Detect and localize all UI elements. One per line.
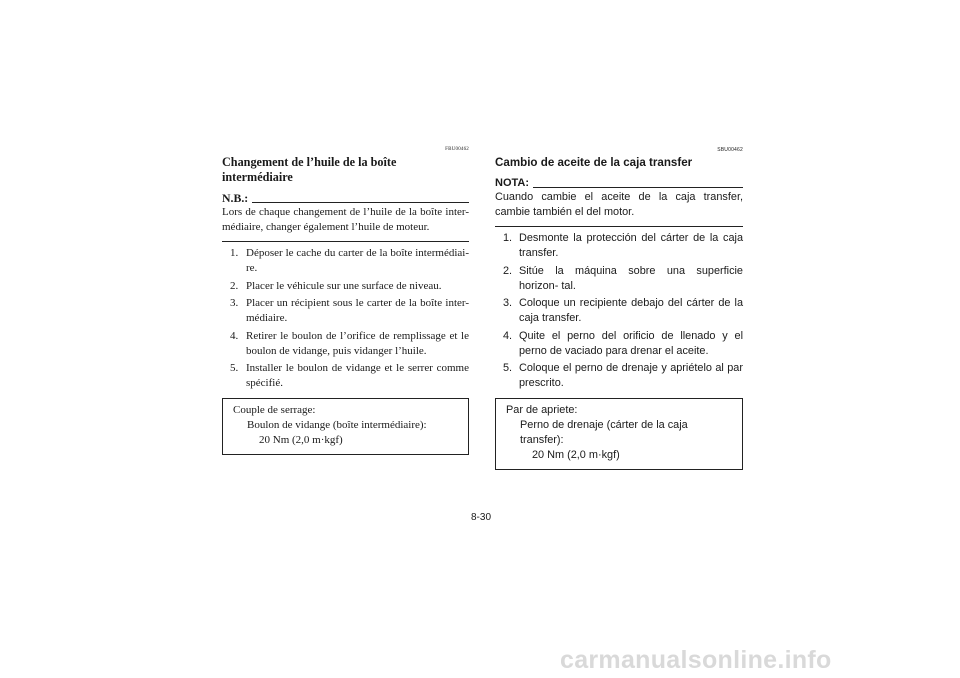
step-number: 4. <box>230 329 239 342</box>
step-text: Déposer le cache du carter de la boîte intermédiai- re. <box>246 247 469 274</box>
page-number: 8-30 <box>470 512 491 523</box>
step-number: 5. <box>230 362 239 374</box>
torque-spec-box <box>222 398 469 455</box>
list-item <box>495 361 743 391</box>
step-text: Installer le boulon de vidange et le serrer comme spécifié. <box>246 362 469 389</box>
step-text: Coloque el perno de drenaje y apriételo al par prescrito. <box>519 362 743 389</box>
spec-item: Boulon de vidange (boîte intermédiaire): <box>247 419 427 431</box>
note-underline <box>252 202 469 203</box>
step-number: 3. <box>230 297 239 309</box>
step-list <box>495 231 743 391</box>
note-underline <box>533 187 743 188</box>
list-item <box>222 361 469 391</box>
note-header <box>222 191 469 205</box>
list-item <box>495 296 743 326</box>
section-code: FBU00462 <box>445 147 469 152</box>
torque-spec-box <box>495 398 743 470</box>
section-title: Cambio de aceite de la caja transfer <box>495 156 693 169</box>
list-item <box>495 329 743 359</box>
spec-value: 20 Nm (2,0 m·kgf) <box>532 449 620 461</box>
step-text: Coloque un recipiente debajo del cárter de la caja transfer. <box>519 297 743 324</box>
note-label: N.B.: <box>222 191 249 205</box>
list-item <box>222 246 469 276</box>
list-item <box>222 279 469 294</box>
step-text: Placer un récipient sous le carter de la boîte inter- médiaire. <box>246 297 469 324</box>
spec-label: Couple de serrage: <box>233 404 316 416</box>
step-number: 2. <box>503 264 513 277</box>
step-number: 1. <box>230 247 239 259</box>
note-text: Lors de chaque changement de l’huile de la boîte inter- médiaire, changer également l’huile de moteur. <box>222 206 469 233</box>
step-text: Quite el perno del orificio de llenado y el perno de vaciado para drenar el aceite. <box>519 329 743 357</box>
note-text: Cuando cambie el aceite de la caja transfer, cambie también el del motor. <box>495 191 743 218</box>
step-text: Desmonte la protección del cárter de la caja transfer. <box>519 232 743 259</box>
watermark: carmanualsonline.info <box>560 646 832 674</box>
note-header <box>495 176 743 190</box>
spanish-column <box>495 147 743 470</box>
step-text: Sitúe la máquina sobre una superficie horizon- tal. <box>519 264 743 292</box>
step-text: Retirer le boulon de l’orifice de remplissage et le boulon de vidange, puis vidanger l’huile. <box>246 329 469 357</box>
step-number: 4. <box>503 329 513 342</box>
list-item <box>222 296 469 326</box>
list-item <box>495 231 743 261</box>
section-title: Changement de l’huile de la boîte intermédiaire <box>222 155 397 184</box>
note-end-rule <box>222 241 469 242</box>
spec-value: 20 Nm (2,0 m·kgf) <box>259 434 343 446</box>
step-list <box>222 246 469 391</box>
list-item <box>222 329 469 359</box>
list-item <box>495 264 743 294</box>
section-code: SBU00462 <box>717 147 743 153</box>
step-number: 3. <box>503 297 513 309</box>
step-number: 1. <box>503 232 513 244</box>
step-number: 5. <box>503 362 513 374</box>
step-number: 2. <box>230 279 239 292</box>
french-column <box>222 147 469 455</box>
spec-item: Perno de drenaje (cárter de la caja transfer): <box>520 419 688 446</box>
note-end-rule <box>495 226 743 227</box>
spec-label: Par de apriete: <box>506 404 578 416</box>
note-label: NOTA: <box>495 177 530 189</box>
step-text: Placer le véhicule sur une surface de niveau. <box>246 279 442 292</box>
